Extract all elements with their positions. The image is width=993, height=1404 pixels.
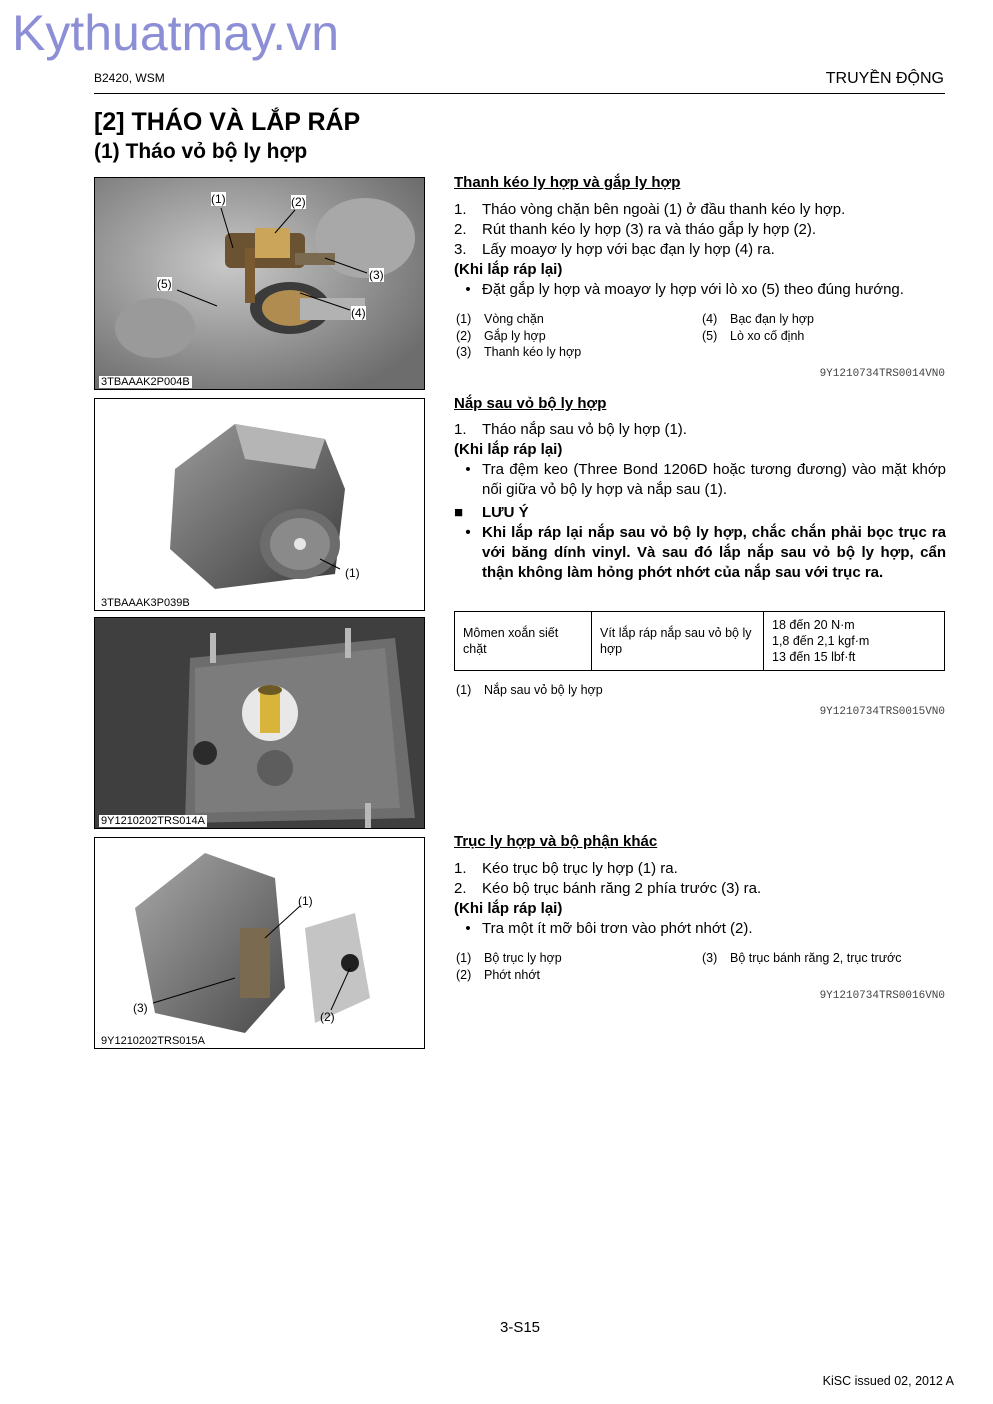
torque-label: Mômen xoắn siết chặt: [455, 612, 592, 671]
legend-left: (1) Bộ trục ly hợp (2) Phớt nhớt: [456, 951, 562, 982]
legend-left: (1) Vòng chặn (2) Gắp ly hợp (3) Thanh kéo ly hợp: [456, 312, 582, 359]
photo-rear-cover-vinyl: [94, 617, 425, 829]
steps-list: [454, 859, 946, 939]
clutch-fork-illustration: [95, 178, 425, 390]
step: 1. Tháo nắp sau vỏ bộ ly hợp (1).: [454, 421, 687, 438]
callout-1: (1): [345, 566, 360, 580]
legend-left: (1) Nắp sau vỏ bộ ly hợp: [456, 683, 603, 697]
step: 2. Rút thanh kéo ly hợp (3) ra và tháo gắp ly hợp (2).: [454, 221, 817, 238]
step: 3. Lấy moayơ ly hợp với bạc đạn ly hợp (4) ra.: [454, 241, 775, 258]
callout-5: (5): [157, 277, 172, 291]
photo-code: 3TBAAAK3P039B: [101, 597, 190, 609]
photo-clutch-fork: [94, 177, 425, 390]
section-code: 9Y1210734TRS0016VN0: [819, 990, 945, 1002]
step: 2. Kéo bộ trục bánh răng 2 phía trước (3) ra.: [454, 880, 762, 897]
callout-2: (2): [320, 1010, 335, 1024]
header-rule: [94, 93, 945, 94]
clutch-shaft-illustration: [95, 838, 425, 1049]
photo-clutch-housing-rear: [94, 398, 425, 611]
section-title-rear-cover: Nắp sau vỏ bộ ly hợp: [454, 395, 607, 412]
callout-2: (2): [291, 195, 306, 209]
bullet-item: • Đặt gắp ly hợp và moayơ ly hợp với lò xo (5) theo đúng hướng.: [465, 281, 904, 298]
section-title-fork: Thanh kéo ly hợp và gắp ly hợp: [454, 174, 681, 191]
steps-list: [454, 200, 946, 300]
photo-code: 9Y1210202TRS014A: [101, 815, 205, 827]
torque-item: Vít lắp ráp nắp sau vỏ bộ ly hợp: [592, 612, 764, 671]
torque-table: [454, 611, 945, 671]
note-text: • Khi lắp ráp lại nắp sau vỏ bộ ly hợp, chắc chắn phải bọc trục ra với băng dính vinyl. Và sau đó lắp nắp sau vỏ bộ ly hợp, cẩn thận không làm hỏng phớt nhớt của nắp sau với trục ra.: [465, 524, 946, 581]
callout-4: (4): [351, 306, 366, 320]
watermark-logo: Kythuatmay.vn: [12, 5, 340, 61]
photo-clutch-shaft: [94, 837, 425, 1049]
note-heading: ■ LƯU Ý: [454, 504, 529, 521]
callout-1: (1): [298, 894, 313, 908]
page-number: 3-S15: [499, 1319, 541, 1336]
callout-1: (1): [211, 192, 226, 206]
photo-code: 9Y1210202TRS015A: [101, 1035, 205, 1047]
header-chapter: TRUYỀN ĐỘNG: [825, 70, 944, 87]
section-code: 9Y1210734TRS0014VN0: [819, 368, 945, 380]
legend-right: (4) Bạc đạn ly hợp (5) Lò xo cố định: [702, 312, 814, 343]
reassembly-label: (Khi lắp ráp lại): [454, 900, 563, 917]
transmission-housing-illustration: [95, 399, 425, 611]
rear-cover-illustration: [95, 618, 425, 829]
bullet-item: • Tra một ít mỡ bôi trơn vào phớt nhớt (2).: [465, 920, 753, 937]
photo-code: 3TBAAAK2P004B: [101, 376, 190, 388]
section-code: 9Y1210734TRS0015VN0: [819, 706, 945, 718]
callout-3: (3): [369, 268, 384, 282]
bullet-item: • Tra đệm keo (Three Bond 1206D hoặc tương đương) vào mặt khớp nối giữa vỏ bộ ly hợp và nắp sau (1).: [465, 461, 946, 498]
step: 1. Tháo vòng chặn bên ngoài (1) ở đầu thanh kéo ly hợp.: [454, 201, 846, 218]
callout-3: (3): [133, 1001, 148, 1015]
torque-values: 18 đến 20 N·m 1,8 đến 2,1 kgf·m 13 đến 15 lbf·ft: [764, 612, 945, 671]
steps-list: [454, 420, 946, 583]
issue-note: KiSC issued 02, 2012 A: [822, 1374, 954, 1388]
step: 1. Kéo trục bộ trục ly hợp (1) ra.: [454, 860, 678, 877]
reassembly-label: (Khi lắp ráp lại): [454, 441, 563, 458]
header-model: B2420, WSM: [94, 71, 165, 85]
reassembly-label: (Khi lắp ráp lại): [454, 261, 563, 278]
legend-right: (3) Bộ trục bánh răng 2, trục trước: [702, 951, 902, 965]
section-title-clutch-shaft: Trục ly hợp và bộ phận khác: [454, 833, 658, 850]
subsection-title: (1) Tháo vỏ bộ ly hợp: [94, 140, 308, 163]
section-title: [2] THÁO VÀ LẮP RÁP: [94, 108, 361, 136]
